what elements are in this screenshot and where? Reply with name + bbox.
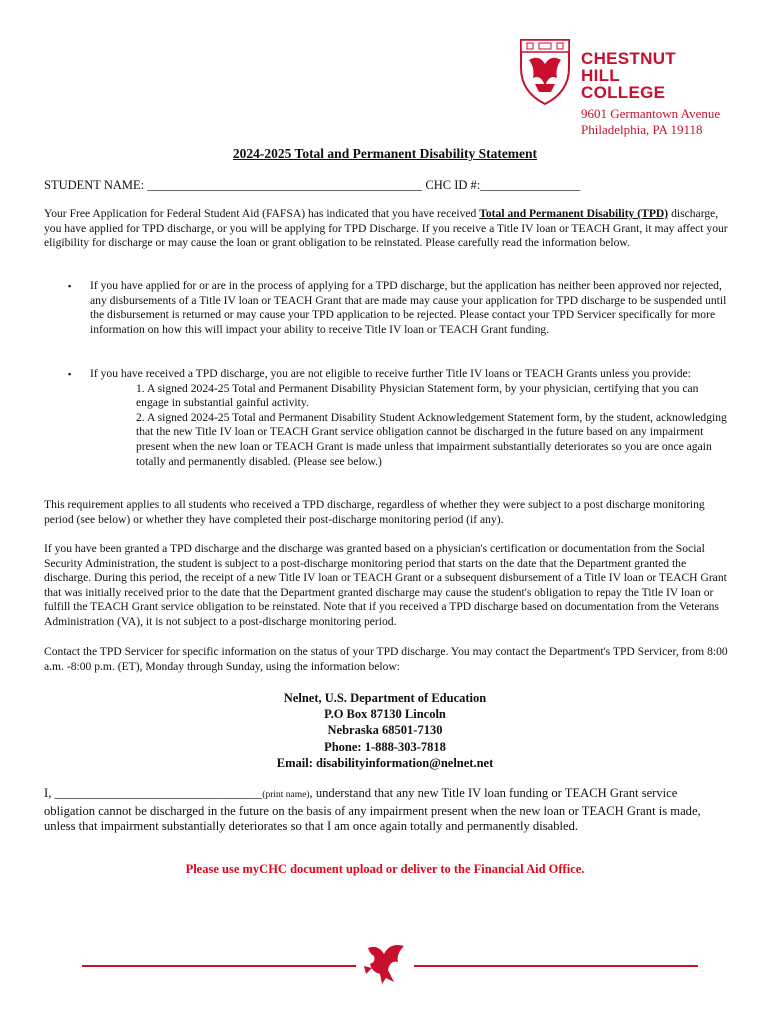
signature-prefix: I, — [44, 786, 55, 800]
college-name — [581, 50, 676, 101]
college-name-line: HILL — [581, 66, 620, 85]
college-logo — [517, 34, 737, 144]
bullet-item — [68, 367, 730, 469]
student-name-blank[interactable]: ____________________________________________ — [147, 178, 423, 192]
sub-list-item: 2. A signed 2024-25 Total and Permanent Disability Student Acknowledgement Statement form, by the student, acknowledging that the new Title IV loan or TEACH Grant service obligation cannot be discharged in the future based on any impairment present when the new loan or TEACH Grant is made unless that impairment substantially deteriorates so you are once again totally and permanently disabled. (Please see below.) — [136, 410, 727, 468]
servicer-phone: Phone: 1-888-303-7818 — [324, 739, 446, 754]
bullet-text: If you have received a TPD discharge, you are not eligible to receive further Title IV loans or TEACH Grants unless you provide: — [90, 367, 691, 380]
bullet-item — [68, 279, 730, 337]
servicer-state-zip: Nebraska 68501-7130 — [327, 723, 443, 738]
address-city: Philadelphia, PA 19118 — [581, 122, 703, 137]
document-title: 2024-2025 Total and Permanent Disability Statement — [232, 146, 538, 161]
griffin-icon — [360, 938, 410, 988]
college-name-line: COLLEGE — [581, 83, 666, 102]
sub-list-item: 1. A signed 2024-25 Total and Permanent Disability Physician Statement form, by your physician, certifying that you can engage in substantial gainful activity. — [136, 381, 699, 410]
servicer-email: Email: disabilityinformation@nelnet.net — [276, 755, 494, 770]
monitoring-paragraph: If you have been granted a TPD discharge and the discharge was granted based on a physician's certification or documentation from the Social Security Administration, the student is subject to a post-discharge monitoring period that starts on the date that the Department granted the discharge. During this period, the receipt of a new Title IV loan or TEACH Grant or a subsequent disbursement of a Title IV loan or TEACH Grant that was initially received prior to the date that the Department granted discharge may cause the student's obligation to repay the Title IV loan or fulfill the TEACH Grant service obligation to be reinstated. Note that if you received a TPD discharge based on documentation from the Veterans Administration (VA), it is not subject to a post-discharge monitoring period. — [44, 542, 727, 628]
intro-text-after: discharge, you have applied for TPD discharge, or you will be applying for TPD Discharge. If you receive a Title IV loan or TEACH Grant, it may affect your eligibility for discharge or may cause the loan or grant obligation to be reinstated. Please carefully read the information below. — [44, 207, 728, 250]
chc-id-label: CHC ID #: — [422, 178, 481, 192]
square-bullet-icon: ▪ — [68, 281, 72, 291]
requirement-paragraph: This requirement applies to all students who received a TPD discharge, regardless of whether they were subject to a post discharge monitoring period (see below) or whether they have completed their post-discharge monitoring period (if any). — [44, 498, 705, 526]
servicer-contact-block — [0, 690, 770, 771]
address-street: 9601 Germantown Avenue — [581, 106, 721, 121]
college-crest-icon — [517, 34, 573, 108]
footer-divider-left — [82, 965, 356, 967]
print-name-blank[interactable]: _________________________________ — [54, 786, 263, 800]
footer-divider-right — [414, 965, 698, 967]
student-name-label: STUDENT NAME: — [44, 178, 148, 192]
college-address — [581, 106, 720, 138]
college-name-line: CHESTNUT — [581, 49, 676, 68]
intro-text-before: Your Free Application for Federal Student Aid (FAFSA) has indicated that you have received — [44, 207, 480, 220]
acknowledgement-text: , understand that any new Title IV loan funding or TEACH Grant service obligation cannot be discharged in the future on the basis of any impairment present when the new loan or TEACH Grant is made, unless that impairment substantially deteriorates so that I am once again totally and permanently disabled. — [44, 786, 701, 834]
servicer-po-box: P.O Box 87130 Lincoln — [324, 707, 446, 722]
acknowledgement-paragraph — [44, 786, 730, 835]
intro-emphasis: Total and Permanent Disability (TPD) — [479, 207, 669, 220]
print-name-label: (print name) — [262, 790, 310, 800]
chc-id-blank[interactable]: ________________ — [480, 178, 581, 192]
submission-notice: Please use myCHC document upload or deliver to the Financial Aid Office. — [185, 862, 585, 876]
intro-paragraph — [44, 207, 730, 251]
student-info-line — [44, 178, 580, 193]
contact-paragraph: Contact the TPD Servicer for specific information on the status of your TPD discharge. You may contact the Department's TPD Servicer, from 8:00 a.m. -8:00 p.m. (ET), Monday through Sunday, using the information below: — [44, 645, 728, 673]
servicer-name: Nelnet, U.S. Department of Education — [283, 691, 487, 705]
square-bullet-icon: ▪ — [68, 369, 72, 379]
bullet-text: If you have applied for or are in the process of applying for a TPD discharge, but the application has neither been approved nor rejected, any disbursements of a Title IV loan or TEACH Grant that are made may cause your application for TPD discharge to be suspended until the disbursement is returned or may cause your TPD application to be rejected. Please contact your TPD Servicer specifically for more information on how this will impact your ability to receive Title IV loan or TEACH Grant funding. — [90, 279, 727, 336]
